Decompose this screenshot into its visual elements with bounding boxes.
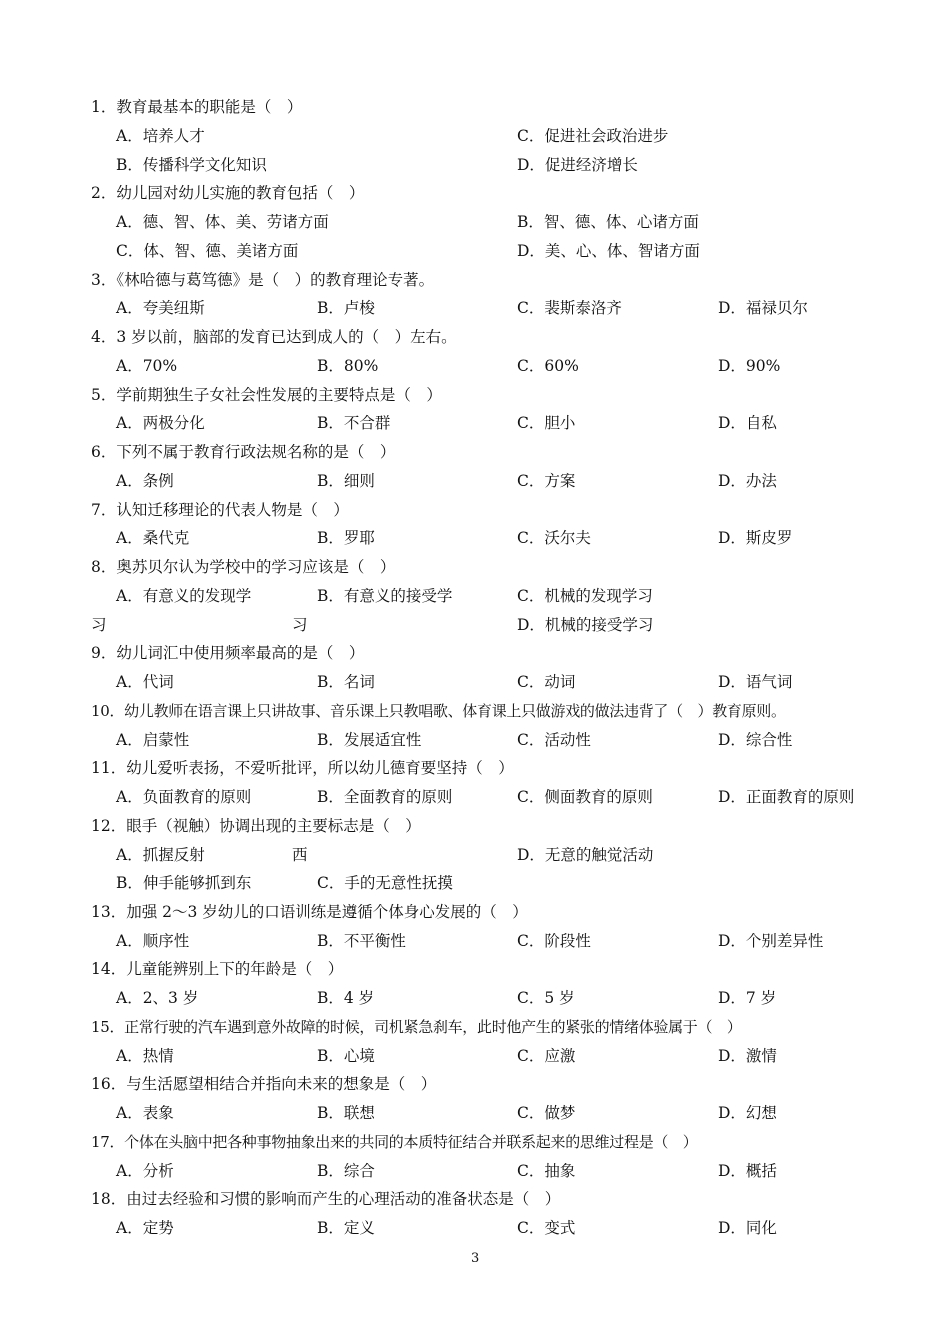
question-13-option-c: C．阶段性 (517, 932, 591, 950)
question-11-option-b: B．全面教育的原则 (317, 788, 453, 806)
question-3-option-c: C．裴斯泰洛齐 (517, 299, 622, 317)
question-18-option-b: B．定义 (317, 1219, 375, 1237)
question-8-option-c: C．机械的发现学习 (517, 587, 653, 605)
question-7-option-b: B．罗耶 (317, 529, 375, 547)
question-3-option-a: A．夸美纽斯 (116, 299, 205, 317)
question-12-option-a: A．抓握反射 (116, 846, 205, 864)
question-9-option-d: D．语气词 (718, 673, 793, 691)
question-18-option-c: C．变式 (517, 1219, 576, 1237)
question-16-option-a: A．表象 (116, 1104, 174, 1122)
question-3-option-d: D．福禄贝尔 (718, 299, 808, 317)
question-6-stem: 6．下列不属于教育行政法规名称的是（ ） (91, 443, 396, 461)
question-5-option-a: A．两极分化 (116, 414, 205, 432)
question-8-option-a-wrap: 习 (91, 616, 107, 634)
question-14-option-a: A．2、3 岁 (116, 989, 199, 1007)
question-8-stem: 8．奥苏贝尔认为学校中的学习应该是（ ） (91, 558, 396, 576)
question-5-option-d: D．自私 (718, 414, 777, 432)
question-6-option-a: A．条例 (116, 472, 174, 490)
question-14-stem: 14．儿童能辨别上下的年龄是（ ） (91, 960, 344, 978)
question-6-option-b: B．细则 (317, 472, 375, 490)
question-9-stem: 9．幼儿词汇中使用频率最高的是（ ） (91, 644, 365, 662)
question-7-option-c: C．沃尔夫 (517, 529, 591, 547)
question-4-option-b: B．80% (317, 357, 379, 375)
question-9-option-b: B．名词 (317, 673, 375, 691)
question-14-option-b: B．4 岁 (317, 989, 375, 1007)
question-13-option-b: B．不平衡性 (317, 932, 406, 950)
question-3-option-b: B．卢梭 (317, 299, 375, 317)
question-14-option-d: D．7 岁 (718, 989, 777, 1007)
question-2-option-d: D．美、心、体、智诸方面 (517, 242, 700, 260)
question-8-option-b-wrap: 习 (292, 616, 308, 634)
question-18-option-d: D．同化 (718, 1219, 777, 1237)
question-5-stem: 5．学前期独生子女社会性发展的主要特点是（ ） (91, 386, 442, 404)
question-17-option-d: D．概括 (718, 1162, 777, 1180)
question-14-option-c: C．5 岁 (517, 989, 575, 1007)
question-13-option-a: A．顺序性 (116, 932, 190, 950)
question-15-stem: 15．正常行驶的汽车遇到意外故障的时候，司机紧急刹车，此时他产生的紧张的情绪体验属于（ ） (91, 1018, 742, 1036)
question-8-option-d: D．机械的接受学习 (517, 616, 654, 634)
question-9-option-a: A．代词 (116, 673, 174, 691)
question-6-option-c: C．方案 (517, 472, 576, 490)
question-2-option-b: B．智、德、体、心诸方面 (517, 213, 699, 231)
question-12-option-d: D．无意的触觉活动 (517, 846, 654, 864)
question-16-option-b: B．联想 (317, 1104, 375, 1122)
question-4-option-d: D．90% (718, 357, 781, 375)
question-12-option-c: C．手的无意性抚摸 (317, 874, 453, 892)
question-4-option-a: A．70% (116, 357, 178, 375)
question-3-stem: 3．《林哈德与葛笃德》是（ ）的教育理论专著。 (91, 271, 435, 289)
question-8-option-a: A．有意义的发现学 (116, 587, 252, 605)
question-1-option-b: B．传播科学文化知识 (116, 156, 267, 174)
question-10-stem: 10．幼儿教师在语言课上只讲故事、音乐课上只教唱歌、体育课上只做游戏的做法违背了（ ）教育原则。 (91, 702, 786, 720)
question-1-option-a: A．培养人才 (116, 127, 205, 145)
question-11-option-d: D．正面教育的原则 (718, 788, 855, 806)
question-10-option-d: D．综合性 (718, 731, 793, 749)
question-13-stem: 13．加强 2～3 岁幼儿的口语训练是遵循个体身心发展的（ ） (91, 903, 528, 921)
question-11-stem: 11．幼儿爱听表扬，不爱听批评，所以幼儿德育要坚持（ ） (91, 759, 514, 777)
question-16-stem: 16．与生活愿望相结合并指向未来的想象是（ ） (91, 1075, 437, 1093)
question-13-option-d: D．个别差异性 (718, 932, 824, 950)
question-4-stem: 4．3 岁以前，脑部的发育已达到成人的（ ）左右。 (91, 328, 457, 346)
question-15-option-d: D．激情 (718, 1047, 777, 1065)
question-4-option-c: C．60% (517, 357, 579, 375)
question-12-stem: 12．眼手（视触）协调出现的主要标志是（ ） (91, 817, 421, 835)
question-1-option-d: D．促进经济增长 (517, 156, 638, 174)
question-12-option-b: B．伸手能够抓到东 (116, 874, 252, 892)
question-9-option-c: C．动词 (517, 673, 576, 691)
question-18-option-a: A．定势 (116, 1219, 174, 1237)
question-7-option-a: A．桑代克 (116, 529, 190, 547)
question-12-option-b-wrap: 西 (292, 846, 308, 864)
question-16-option-d: D．幻想 (718, 1104, 777, 1122)
question-10-option-c: C．活动性 (517, 731, 591, 749)
question-11-option-c: C．侧面教育的原则 (517, 788, 653, 806)
question-17-stem: 17．个体在头脑中把各种事物抽象出来的共同的本质特征结合并联系起来的思维过程是（ ） (91, 1133, 698, 1151)
question-10-option-a: A．启蒙性 (116, 731, 190, 749)
question-15-option-a: A．热情 (116, 1047, 174, 1065)
question-18-stem: 18．由过去经验和习惯的影响而产生的心理活动的准备状态是（ ） (91, 1190, 561, 1208)
question-11-option-a: A．负面教育的原则 (116, 788, 252, 806)
question-17-option-c: C．抽象 (517, 1162, 576, 1180)
question-2-stem: 2．幼儿园对幼儿实施的教育包括（ ） (91, 184, 365, 202)
question-2-option-a: A．德、智、体、美、劳诸方面 (116, 213, 329, 231)
question-17-option-b: B．综合 (317, 1162, 375, 1180)
question-5-option-c: C．胆小 (517, 414, 576, 432)
question-15-option-c: C．应激 (517, 1047, 576, 1065)
question-1-stem: 1．教育最基本的职能是（ ） (91, 98, 303, 116)
question-8-option-b: B．有意义的接受学 (317, 587, 453, 605)
question-10-option-b: B．发展适宜性 (317, 731, 422, 749)
question-5-option-b: B．不合群 (317, 414, 391, 432)
question-1-option-c: C．促进社会政治进步 (517, 127, 669, 145)
question-15-option-b: B．心境 (317, 1047, 375, 1065)
question-7-stem: 7．认知迁移理论的代表人物是（ ） (91, 501, 349, 519)
question-6-option-d: D．办法 (718, 472, 777, 490)
question-17-option-a: A．分析 (116, 1162, 174, 1180)
question-7-option-d: D．斯皮罗 (718, 529, 793, 547)
page-number: 3 (471, 1251, 480, 1266)
question-16-option-c: C．做梦 (517, 1104, 576, 1122)
question-2-option-c: C．体、智、德、美诸方面 (116, 242, 299, 260)
